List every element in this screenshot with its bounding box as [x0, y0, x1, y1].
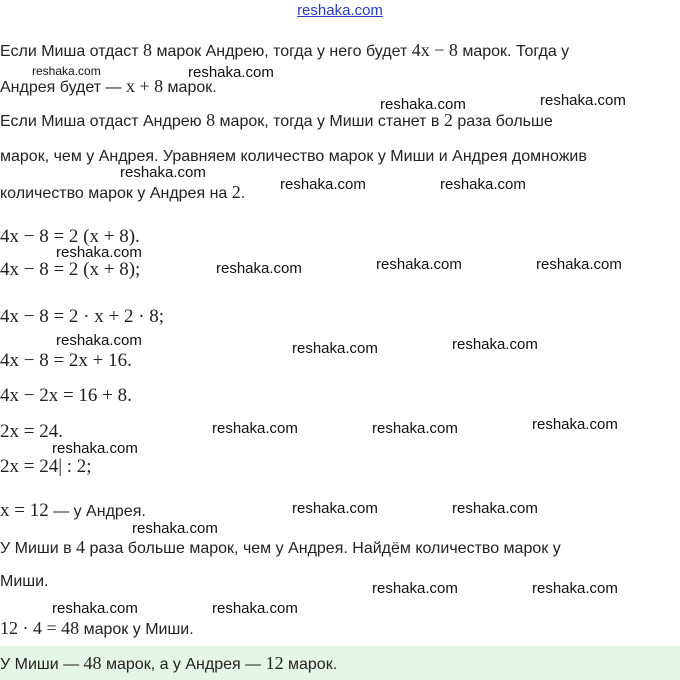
watermark: reshaka.com [532, 580, 618, 597]
equation: 4x − 2x = 16 + 8. [0, 385, 132, 406]
watermark: reshaka.com [132, 520, 218, 537]
watermark: reshaka.com [292, 500, 378, 517]
watermark: reshaka.com [212, 420, 298, 437]
text: — у Андрея. [48, 503, 146, 520]
text: марок, тогда у Миши станет в [215, 113, 444, 130]
equation [0, 500, 146, 523]
text-line [0, 537, 561, 559]
text-line [0, 182, 245, 204]
text-line [0, 618, 194, 640]
math: 8 [143, 40, 153, 60]
answer-line [0, 653, 337, 675]
equation: 4x − 8 = 2x + 16. [0, 350, 132, 371]
equation: 2x = 24. [0, 421, 63, 442]
text: количество марок у Андрея на [0, 185, 232, 202]
watermark: reshaka.com [532, 416, 618, 433]
watermark: reshaka.com [120, 164, 206, 181]
watermark: reshaka.com [32, 64, 101, 78]
text: марок. Тогда у [457, 43, 570, 60]
watermark: reshaka.com [212, 600, 298, 617]
watermark: reshaka.com [216, 260, 302, 277]
equation: 4x − 8 = 2 · x + 2 · 8; [0, 306, 165, 327]
watermark: reshaka.com [56, 244, 142, 261]
watermark: reshaka.com [452, 500, 538, 517]
equation: 2x = 24| : 2; [0, 456, 92, 477]
watermark: reshaka.com [188, 64, 274, 81]
math: 12 [265, 653, 284, 673]
text: У Миши — [0, 656, 84, 673]
math: 8 [206, 110, 216, 130]
text-line [0, 40, 569, 62]
text: раза больше [452, 113, 553, 130]
math: 2 [231, 182, 241, 202]
math: 48 [83, 653, 102, 673]
text: марок. [283, 656, 338, 673]
text: раза больше марок, чем у Андрея. Найдём количество марок у [85, 540, 561, 557]
text: Андрея будет — [0, 79, 126, 96]
site-link[interactable]: reshaka.com [297, 2, 383, 19]
watermark: reshaka.com [52, 600, 138, 617]
equation: 4x − 8 = 2 (x + 8). [0, 226, 140, 247]
watermark: reshaka.com [52, 440, 138, 457]
text: У Миши в [0, 540, 77, 557]
math: 4x − 8 [411, 40, 458, 60]
text: марок. [163, 79, 217, 96]
text-line: Миши. [0, 573, 49, 590]
watermark: reshaka.com [376, 256, 462, 273]
math: x = 12 [0, 500, 49, 521]
math: 12 · 4 = 48 [0, 618, 80, 638]
text-line [0, 110, 553, 132]
watermark: reshaka.com [292, 340, 378, 357]
watermark: reshaka.com [536, 256, 622, 273]
watermark: reshaka.com [380, 96, 466, 113]
text: Если Миша отдаст [0, 43, 144, 60]
watermark: reshaka.com [440, 176, 526, 193]
watermark: reshaka.com [452, 336, 538, 353]
text: марок у Миши. [79, 621, 194, 638]
watermark: reshaka.com [280, 176, 366, 193]
text: Если Миша отдаст Андрею [0, 113, 207, 130]
text: марок, а у Андрея — [101, 656, 266, 673]
watermark: reshaka.com [372, 420, 458, 437]
equation: 4x − 8 = 2 (x + 8); [0, 259, 141, 280]
text-line [0, 76, 217, 98]
text: . [240, 185, 246, 202]
math: 2 [443, 110, 453, 130]
math: x + 8 [125, 76, 164, 96]
watermark: reshaka.com [540, 92, 626, 109]
answer-box [0, 646, 680, 680]
watermark: reshaka.com [372, 580, 458, 597]
text: марок Андрею, тогда у него будет [152, 43, 412, 60]
watermark: reshaka.com [56, 332, 142, 349]
math: 4 [76, 537, 86, 557]
text-line: марок, чем у Андрея. Уравняем количество марок у Миши и Андрея домножив [0, 148, 587, 165]
